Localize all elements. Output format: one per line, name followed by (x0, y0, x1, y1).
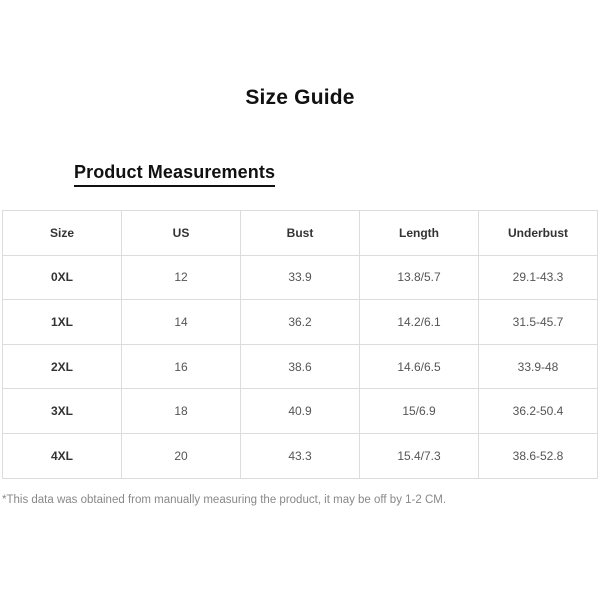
cell-length: 14.2/6.1 (360, 300, 479, 345)
page-title: Size Guide (245, 86, 355, 109)
measurement-disclaimer: *This data was obtained from manually measuring the product, it may be off by 1-2 CM. (2, 494, 447, 506)
cell-underbust: 38.6-52.8 (479, 433, 598, 478)
header-size: Size (3, 211, 122, 256)
cell-us: 12 (122, 255, 241, 300)
cell-size: 3XL (3, 389, 122, 434)
table-row (3, 300, 598, 345)
cell-length: 15.4/7.3 (360, 433, 479, 478)
size-table (2, 210, 598, 479)
cell-us: 14 (122, 300, 241, 345)
cell-length: 13.8/5.7 (360, 255, 479, 300)
cell-length: 15/6.9 (360, 389, 479, 434)
table-row (3, 255, 598, 300)
cell-us: 18 (122, 389, 241, 434)
header-bust: Bust (241, 211, 360, 256)
cell-size: 1XL (3, 300, 122, 345)
cell-length: 14.6/6.5 (360, 344, 479, 389)
cell-size: 4XL (3, 433, 122, 478)
header-underbust: Underbust (479, 211, 598, 256)
cell-us: 20 (122, 433, 241, 478)
cell-bust: 33.9 (241, 255, 360, 300)
cell-bust: 43.3 (241, 433, 360, 478)
cell-bust: 40.9 (241, 389, 360, 434)
cell-underbust: 31.5-45.7 (479, 300, 598, 345)
cell-bust: 36.2 (241, 300, 360, 345)
header-length: Length (360, 211, 479, 256)
cell-underbust: 36.2-50.4 (479, 389, 598, 434)
table-row (3, 389, 598, 434)
table-header-row (3, 211, 598, 256)
section-title: Product Measurements (74, 162, 275, 187)
cell-bust: 38.6 (241, 344, 360, 389)
cell-size: 2XL (3, 344, 122, 389)
cell-underbust: 29.1-43.3 (479, 255, 598, 300)
cell-size: 0XL (3, 255, 122, 300)
table-row (3, 433, 598, 478)
header-us: US (122, 211, 241, 256)
cell-underbust: 33.9-48 (479, 344, 598, 389)
table-row (3, 344, 598, 389)
cell-us: 16 (122, 344, 241, 389)
